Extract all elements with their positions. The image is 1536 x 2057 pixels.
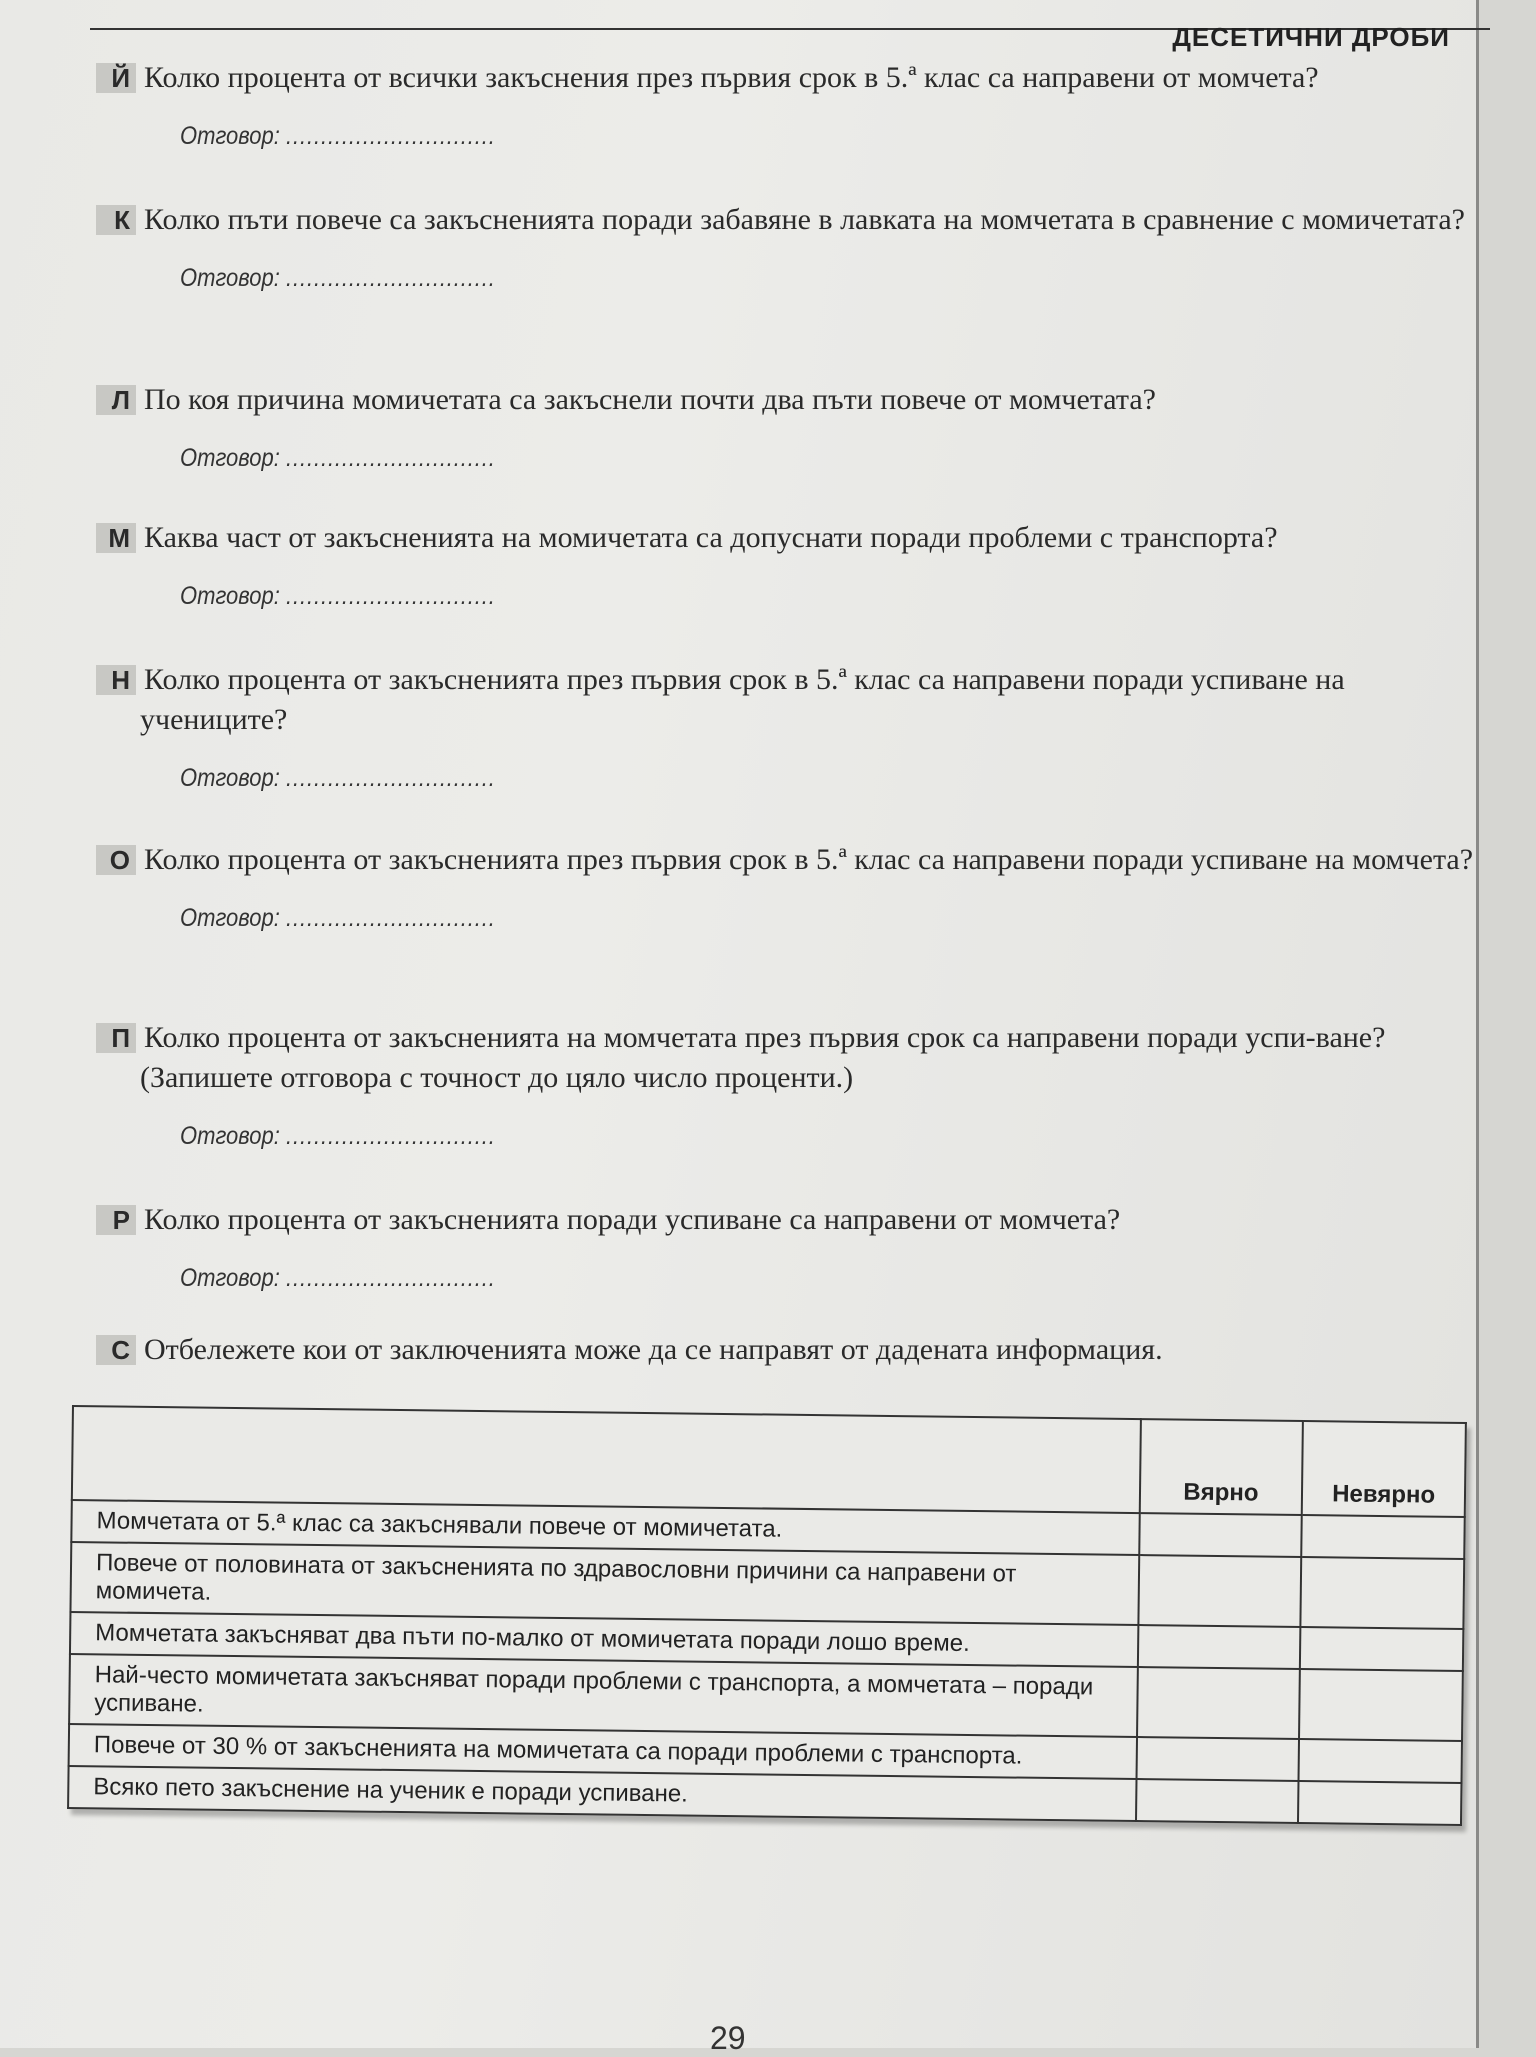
answer-line[interactable]: Отговор: .............................. xyxy=(180,444,496,472)
question-О xyxy=(109,840,1490,933)
question-text: Колко процента от закъсненията през първия срок в 5.ª клас са направени поради успиване на момчета? xyxy=(144,843,1474,876)
answer-line[interactable]: Отговор: .............................. xyxy=(180,582,496,610)
answer-line[interactable]: Отговор: .............................. xyxy=(180,1122,496,1150)
false-checkbox[interactable] xyxy=(1299,1739,1462,1783)
false-checkbox[interactable] xyxy=(1298,1781,1461,1825)
header-false: Невярно xyxy=(1302,1421,1466,1517)
true-checkbox[interactable] xyxy=(1136,1737,1299,1781)
question-Н xyxy=(111,660,1490,793)
question-letter: Н xyxy=(96,665,136,695)
header-rule xyxy=(90,22,1490,52)
statement: Повече от половината от закъсненията по здравословни причини са направени от момичета. xyxy=(70,1542,1138,1625)
question-letter: К xyxy=(96,205,136,235)
question-letter: Л xyxy=(96,385,136,415)
question-text: Каква част от закъсненията на момичетата са допуснати поради проблеми с транспорта? xyxy=(144,521,1278,554)
false-checkbox[interactable] xyxy=(1301,1557,1465,1629)
false-checkbox[interactable] xyxy=(1299,1669,1463,1741)
question-letter: Й xyxy=(96,63,136,93)
answer-line[interactable]: Отговор: .............................. xyxy=(180,764,496,792)
question-letter: С xyxy=(96,1335,136,1365)
chapter-header: ДЕСЕТИЧНИ ДРОБИ xyxy=(1172,22,1450,52)
question-text: Колко процента от закъсненията на момчетата през първия срок са направени поради успи-ване? (Запишете отговора с точност до цяло число проценти.) xyxy=(140,1021,1386,1094)
question-Л xyxy=(111,380,1490,473)
question-К xyxy=(114,200,1490,293)
true-checkbox[interactable] xyxy=(1138,1555,1302,1627)
question-text: Колко процента от закъсненията поради успиване са направени от момчета? xyxy=(144,1203,1121,1236)
answer-line[interactable]: Отговор: .............................. xyxy=(180,122,496,150)
answer-line[interactable]: Отговор: .............................. xyxy=(180,1264,496,1292)
true-checkbox[interactable] xyxy=(1136,1779,1299,1823)
question-text: Отбележете кои от заключенията може да се направят от дадената информация. xyxy=(144,1333,1163,1366)
false-checkbox[interactable] xyxy=(1302,1515,1465,1559)
true-false-table xyxy=(67,1405,1467,1826)
page-number: 29 xyxy=(710,2020,746,2056)
question-text: Колко процента от закъсненията през първия срок в 5.ª клас са направени поради успиване на учениците? xyxy=(140,663,1345,736)
question-П xyxy=(111,1018,1490,1151)
answer-line[interactable]: Отговор: .............................. xyxy=(180,264,496,292)
question-text: По коя причина момичетата са закъснели почти два пъти повече от момчетата? xyxy=(144,383,1156,416)
true-checkbox[interactable] xyxy=(1137,1667,1301,1739)
question-Й xyxy=(111,58,1490,151)
statement: Най-често момичетата закъсняват поради проблеми с транспорта, а момчетата – поради успиване. xyxy=(69,1654,1137,1737)
question-text: Колко процента от всички закъснения през първия срок в 5.ª клас са направени от момчета? xyxy=(144,61,1319,94)
statement: Момчетата от 5.ª клас са закъснявали повече от момичетата. xyxy=(71,1500,1139,1555)
answer-line[interactable]: Отговор: .............................. xyxy=(180,904,496,932)
table-header-row xyxy=(72,1406,1466,1517)
question-letter: О xyxy=(96,845,136,875)
false-checkbox[interactable] xyxy=(1300,1627,1463,1671)
question-Р xyxy=(112,1200,1490,1293)
question-text: Колко пъти повече са закъсненията поради забавяне в лавката на момчетата в сравнение с момичетата? xyxy=(144,203,1465,236)
true-checkbox[interactable] xyxy=(1139,1513,1302,1557)
question-М xyxy=(108,518,1490,611)
header-true: Вярно xyxy=(1139,1419,1303,1515)
statement: Повече от 30 % от закъсненията на момичетата са поради проблеми с транспорта. xyxy=(69,1724,1137,1779)
statement: Момчетата закъсняват два пъти по-малко от момичетата поради лошо време. xyxy=(70,1612,1138,1667)
question-letter: П xyxy=(96,1023,136,1053)
question-letter: М xyxy=(96,523,136,553)
header-blank xyxy=(72,1406,1141,1513)
true-checkbox[interactable] xyxy=(1138,1625,1301,1669)
question-С xyxy=(111,1330,1490,1370)
statement: Всяко пето закъснение на ученик е поради успиване. xyxy=(68,1766,1136,1821)
question-letter: Р xyxy=(96,1205,136,1235)
